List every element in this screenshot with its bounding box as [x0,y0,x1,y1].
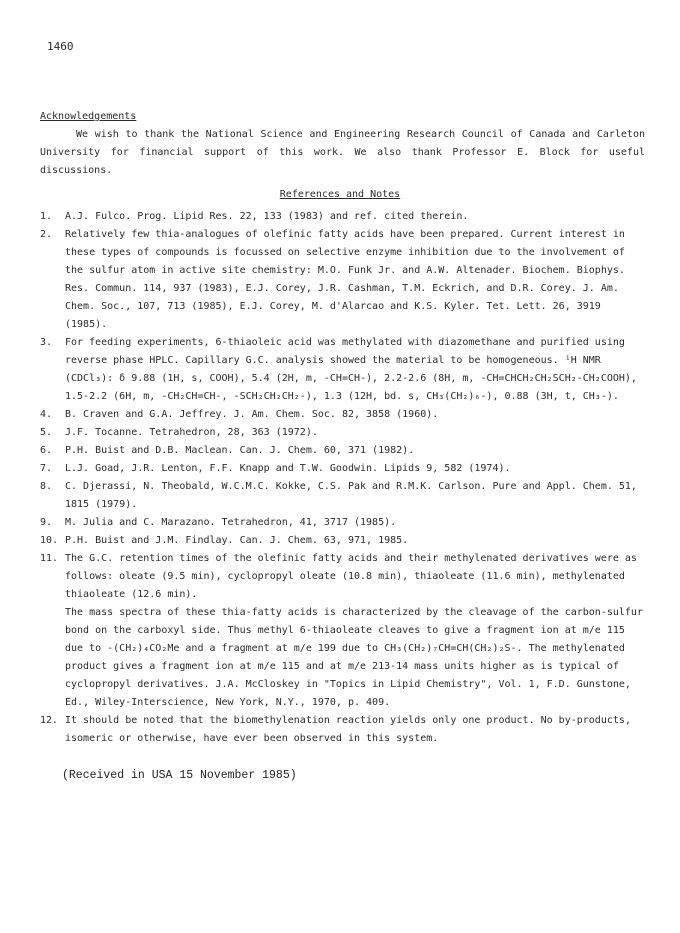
reference-number: 6. [40,445,53,456]
reference-item [40,532,645,550]
reference-item [40,442,645,460]
reference-number: 9. [40,517,53,528]
reference-text: M. Julia and C. Marazano. Tetrahedron, 41, 3717 (1985). [65,517,397,528]
received-date: (Received in USA 15 November 1985) [62,769,297,782]
reference-item [40,712,645,748]
reference-number: 11. [40,553,59,564]
reference-item [40,550,645,712]
reference-text: P.H. Buist and J.M. Findlay. Can. J. Chem. 63, 971, 1985. [65,535,409,546]
reference-item [40,460,645,478]
reference-text: A.J. Fulco. Prog. Lipid Res. 22, 133 (1983) and ref. cited therein. [65,211,469,222]
reference-number: 4. [40,409,53,420]
reference-text: P.H. Buist and D.B. Maclean. Can. J. Chem. 60, 371 (1982). [65,445,415,456]
acknowledgements-heading: Acknowledgements [40,111,137,122]
reference-item [40,478,645,514]
reference-item [40,334,645,406]
page-number: 1460 [47,40,74,53]
reference-text-continued: The mass spectra of these thia-fatty acids is characterized by the cleavage of the carbon-sulfur bond on the carboxyl side. Thus methyl 6-thiaoleate cleaves to give a fragment ion at m/e 115 due to -(CH₂)₄CO₂Me and a fragment at m/e 199 due to CH₃(CH₂)₇CH=CH(CH₂)₂S-. The methylenated product gives a fragment ion at m/e 115 and at m/e 213-14 mass units higher as is typical of cyclopropyl derivatives. J.A. McCloskey in "Topics in Lipid Chemistry", Vol. 1, F.D. Gunstone, Ed., Wiley-Interscience, New York, N.Y., 1970, p. 409. [65,607,643,708]
reference-text: Relatively few thia-analogues of olefinic fatty acids have been prepared. Current interest in these types of compounds is focussed on selective enzyme inhibition due to the involvement of the sulfur atom in active site chemistry: M.O. Funk Jr. and A.W. Altenader. Biochem. Biophys. Res. Commun. 114, 937 (1983), E.J. Corey, J.R. Cashman, T.M. Eckrich, and D.R. Corey. J. Am. Chem. Soc., 107, 713 (1985), E.J. Corey, M. d'Alarcao and K.S. Kyler. Tet. Lett. 26, 3919 (1985). [65,229,625,330]
reference-text: B. Craven and G.A. Jeffrey. J. Am. Chem. Soc. 82, 3858 (1960). [65,409,439,420]
reference-number: 8. [40,481,53,492]
reference-number: 10. [40,535,59,546]
reference-item [40,208,645,226]
reference-text: For feeding experiments, 6-thiaoleic acid was methylated with diazomethane and purified using reverse phase HPLC. Capillary G.C. analysis showed the material to be homogeneous. ¹H NMR (CDCl₃): δ 9.88 (1H, s, COOH), 5.4 (2H, m, -CH=CH-), 2.2-2.6 (8H, m, -CH=CHCH₂CH₂SCH₂-CH₂COOH), 1.5-2.2 (6H, m, -CH₂CH=CH-, -SCH₂CH₂CH₂-), 1.3 (12H, bd. s, CH₃(CH₂)₆-), 0.88 (3H, t, CH₃-). [65,337,637,402]
reference-number: 3. [40,337,53,348]
references-heading: References and Notes [279,189,401,200]
reference-number: 2. [40,229,53,240]
reference-number: 12. [40,715,59,726]
reference-text: C. Djerassi, N. Theobald, W.C.M.C. Kokke, C.S. Pak and R.M.K. Carlson. Pure and Appl. Chem. 51, 1815 (1979). [65,481,637,510]
reference-text: J.F. Tocanne. Tetrahedron, 28, 363 (1972). [65,427,318,438]
reference-number: 7. [40,463,53,474]
acknowledgements-body: We wish to thank the National Science and Engineering Research Council of Canada and Carleton University for financial support of this work. We also thank Professor E. Block for useful discussions. [40,129,645,176]
reference-item [40,226,645,334]
reference-text: It should be noted that the biomethylenation reaction yields only one product. No by-products, isomeric or otherwise, have ever been observed in this system. [65,715,631,744]
reference-text: The G.C. retention times of the olefinic fatty acids and their methylenated derivatives were as follows: oleate (9.5 min), cyclopropyl oleate (10.8 min), thiaoleate (11.6 min), methylenated thiaoleate (12.6 min). [65,553,637,600]
reference-item [40,424,645,442]
references-list [40,208,645,748]
reference-number: 1. [40,211,53,222]
reference-item [40,514,645,532]
reference-item [40,406,645,424]
reference-text: L.J. Goad, J.R. Lenton, F.F. Knapp and T.W. Goodwin. Lipids 9, 582 (1974). [65,463,511,474]
reference-number: 5. [40,427,53,438]
